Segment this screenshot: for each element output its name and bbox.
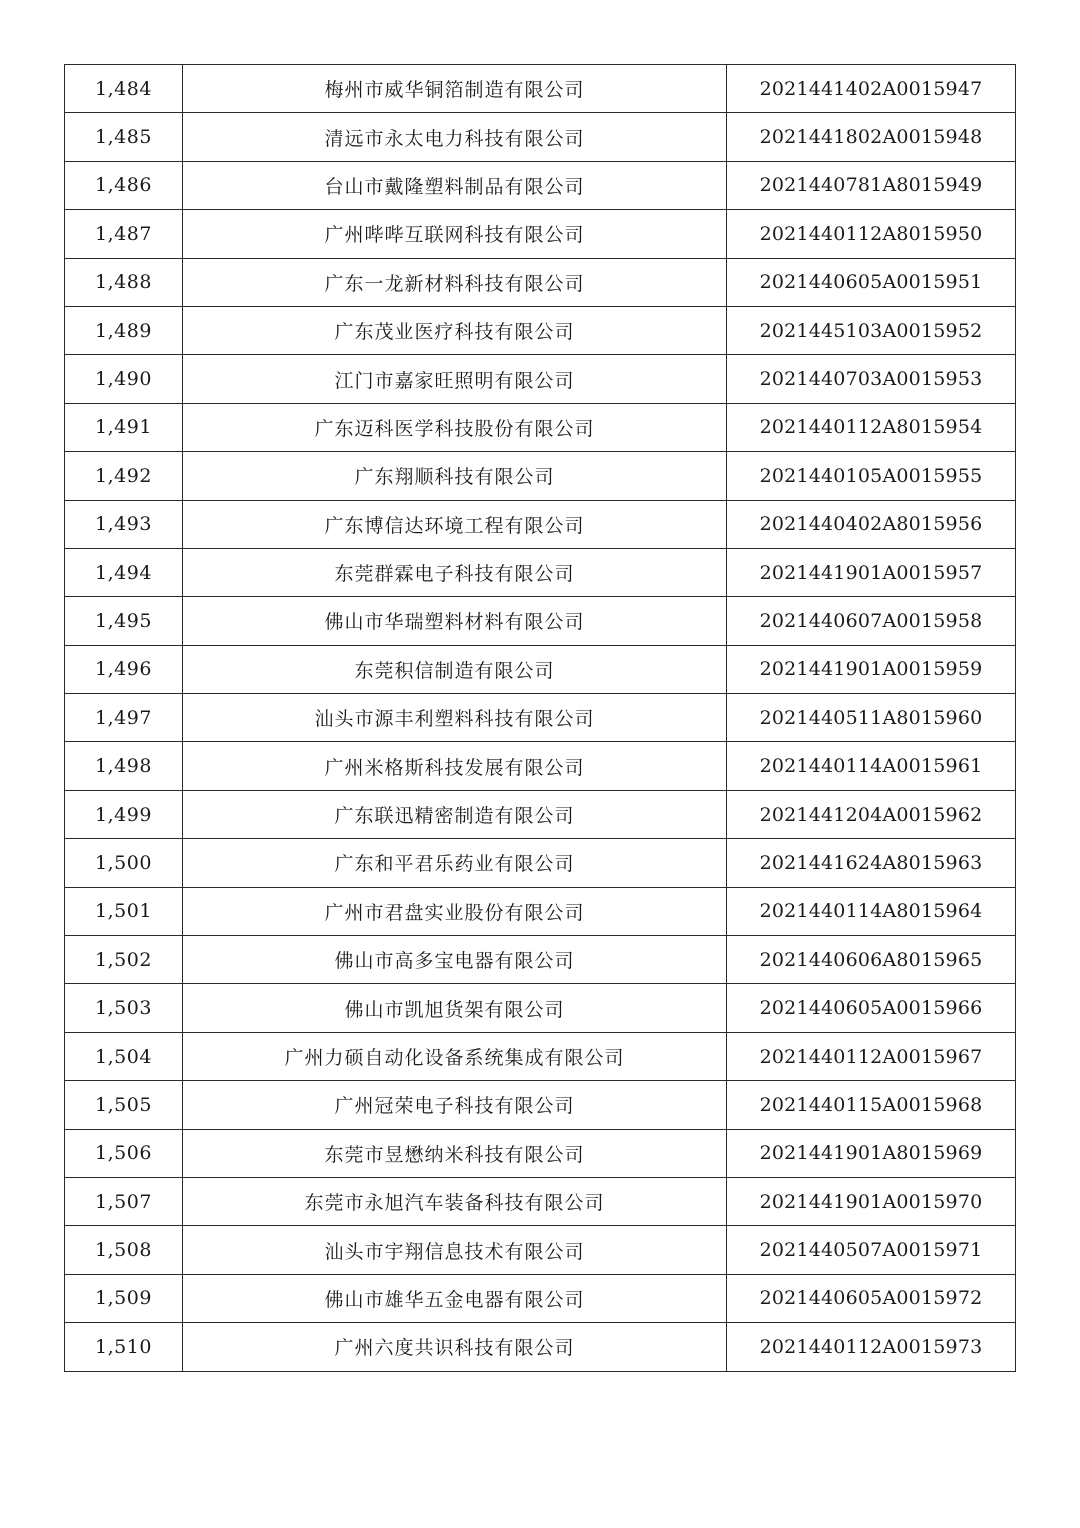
table-row <box>65 839 1016 887</box>
registration-code-cell: 2021441901A0015959 <box>727 645 1016 693</box>
table-row <box>65 597 1016 645</box>
table-row <box>65 694 1016 742</box>
registration-code-cell: 2021440507A0015971 <box>727 1226 1016 1274</box>
row-number-cell: 1,500 <box>65 839 183 887</box>
company-name-cell: 东莞群霖电子科技有限公司 <box>183 548 727 596</box>
table-row <box>65 1081 1016 1129</box>
company-name-cell: 梅州市威华铜箔制造有限公司 <box>183 65 727 113</box>
registration-code-cell: 2021440112A0015973 <box>727 1323 1016 1371</box>
company-name-cell: 广州六度共识科技有限公司 <box>183 1323 727 1371</box>
company-name-cell: 佛山市凯旭货架有限公司 <box>183 984 727 1032</box>
company-name-cell: 汕头市源丰利塑料科技有限公司 <box>183 694 727 742</box>
registration-code-cell: 2021440606A8015965 <box>727 936 1016 984</box>
table-row <box>65 887 1016 935</box>
row-number-cell: 1,493 <box>65 500 183 548</box>
row-number-cell: 1,492 <box>65 452 183 500</box>
table-row <box>65 548 1016 596</box>
table-row <box>65 258 1016 306</box>
registration-code-cell: 2021441402A0015947 <box>727 65 1016 113</box>
company-name-cell: 佛山市雄华五金电器有限公司 <box>183 1274 727 1322</box>
registration-code-cell: 2021440114A8015964 <box>727 887 1016 935</box>
row-number-cell: 1,485 <box>65 113 183 161</box>
row-number-cell: 1,488 <box>65 258 183 306</box>
company-name-cell: 东莞市永旭汽车装备科技有限公司 <box>183 1177 727 1225</box>
row-number-cell: 1,501 <box>65 887 183 935</box>
registration-code-cell: 2021441901A0015957 <box>727 548 1016 596</box>
registration-code-cell: 2021440781A8015949 <box>727 161 1016 209</box>
registration-code-cell: 2021440112A8015954 <box>727 403 1016 451</box>
company-name-cell: 东莞积信制造有限公司 <box>183 645 727 693</box>
table-row <box>65 936 1016 984</box>
registration-code-cell: 2021441802A0015948 <box>727 113 1016 161</box>
table-row <box>65 452 1016 500</box>
table-row <box>65 984 1016 1032</box>
row-number-cell: 1,486 <box>65 161 183 209</box>
company-name-cell: 台山市戴隆塑料制品有限公司 <box>183 161 727 209</box>
table-row <box>65 1323 1016 1371</box>
row-number-cell: 1,509 <box>65 1274 183 1322</box>
row-number-cell: 1,496 <box>65 645 183 693</box>
row-number-cell: 1,491 <box>65 403 183 451</box>
row-number-cell: 1,503 <box>65 984 183 1032</box>
row-number-cell: 1,499 <box>65 790 183 838</box>
registration-code-cell: 2021440605A0015951 <box>727 258 1016 306</box>
row-number-cell: 1,489 <box>65 306 183 354</box>
table-row <box>65 403 1016 451</box>
registration-code-cell: 2021440114A0015961 <box>727 742 1016 790</box>
table-row <box>65 306 1016 354</box>
table-row <box>65 113 1016 161</box>
company-name-cell: 清远市永太电力科技有限公司 <box>183 113 727 161</box>
table-row <box>65 500 1016 548</box>
registration-code-cell: 2021440607A0015958 <box>727 597 1016 645</box>
company-name-cell: 广东博信达环境工程有限公司 <box>183 500 727 548</box>
registration-code-cell: 2021440605A0015972 <box>727 1274 1016 1322</box>
registration-code-cell: 2021440511A8015960 <box>727 694 1016 742</box>
table-row <box>65 790 1016 838</box>
registration-code-cell: 2021441901A0015970 <box>727 1177 1016 1225</box>
row-number-cell: 1,504 <box>65 1032 183 1080</box>
registration-code-cell: 2021440605A0015966 <box>727 984 1016 1032</box>
company-name-cell: 广东和平君乐药业有限公司 <box>183 839 727 887</box>
registration-code-cell: 2021440105A0015955 <box>727 452 1016 500</box>
table-row <box>65 355 1016 403</box>
registration-code-cell: 2021440115A0015968 <box>727 1081 1016 1129</box>
row-number-cell: 1,502 <box>65 936 183 984</box>
registration-code-cell: 2021440402A8015956 <box>727 500 1016 548</box>
company-name-cell: 佛山市高多宝电器有限公司 <box>183 936 727 984</box>
company-name-cell: 广州米格斯科技发展有限公司 <box>183 742 727 790</box>
row-number-cell: 1,487 <box>65 210 183 258</box>
row-number-cell: 1,510 <box>65 1323 183 1371</box>
row-number-cell: 1,497 <box>65 694 183 742</box>
company-name-cell: 广州力硕自动化设备系统集成有限公司 <box>183 1032 727 1080</box>
registration-code-cell: 2021440703A0015953 <box>727 355 1016 403</box>
company-name-cell: 广州市君盘实业股份有限公司 <box>183 887 727 935</box>
company-name-cell: 江门市嘉家旺照明有限公司 <box>183 355 727 403</box>
row-number-cell: 1,506 <box>65 1129 183 1177</box>
registration-code-cell: 2021441624A8015963 <box>727 839 1016 887</box>
row-number-cell: 1,494 <box>65 548 183 596</box>
company-name-cell: 广东联迅精密制造有限公司 <box>183 790 727 838</box>
company-name-cell: 广州哔哔互联网科技有限公司 <box>183 210 727 258</box>
company-name-cell: 汕头市宇翔信息技术有限公司 <box>183 1226 727 1274</box>
table-row <box>65 1032 1016 1080</box>
company-registry-table <box>64 64 1016 1372</box>
registration-code-cell: 2021440112A0015967 <box>727 1032 1016 1080</box>
row-number-cell: 1,490 <box>65 355 183 403</box>
row-number-cell: 1,508 <box>65 1226 183 1274</box>
row-number-cell: 1,495 <box>65 597 183 645</box>
table-row <box>65 645 1016 693</box>
table-row <box>65 161 1016 209</box>
row-number-cell: 1,484 <box>65 65 183 113</box>
table-row <box>65 1226 1016 1274</box>
company-name-cell: 佛山市华瑞塑料材料有限公司 <box>183 597 727 645</box>
row-number-cell: 1,498 <box>65 742 183 790</box>
table-row <box>65 1274 1016 1322</box>
company-name-cell: 广东一龙新材料科技有限公司 <box>183 258 727 306</box>
company-name-cell: 广东翔顺科技有限公司 <box>183 452 727 500</box>
registration-code-cell: 2021441901A8015969 <box>727 1129 1016 1177</box>
company-name-cell: 广东迈科医学科技股份有限公司 <box>183 403 727 451</box>
registration-code-cell: 2021445103A0015952 <box>727 306 1016 354</box>
table-row <box>65 742 1016 790</box>
company-name-cell: 广州冠荣电子科技有限公司 <box>183 1081 727 1129</box>
registration-code-cell: 2021441204A0015962 <box>727 790 1016 838</box>
table-row <box>65 65 1016 113</box>
company-name-cell: 东莞市昱懋纳米科技有限公司 <box>183 1129 727 1177</box>
table-row <box>65 1129 1016 1177</box>
row-number-cell: 1,507 <box>65 1177 183 1225</box>
registration-code-cell: 2021440112A8015950 <box>727 210 1016 258</box>
row-number-cell: 1,505 <box>65 1081 183 1129</box>
table-body <box>65 65 1016 1372</box>
table-row <box>65 210 1016 258</box>
company-name-cell: 广东茂业医疗科技有限公司 <box>183 306 727 354</box>
table-row <box>65 1177 1016 1225</box>
